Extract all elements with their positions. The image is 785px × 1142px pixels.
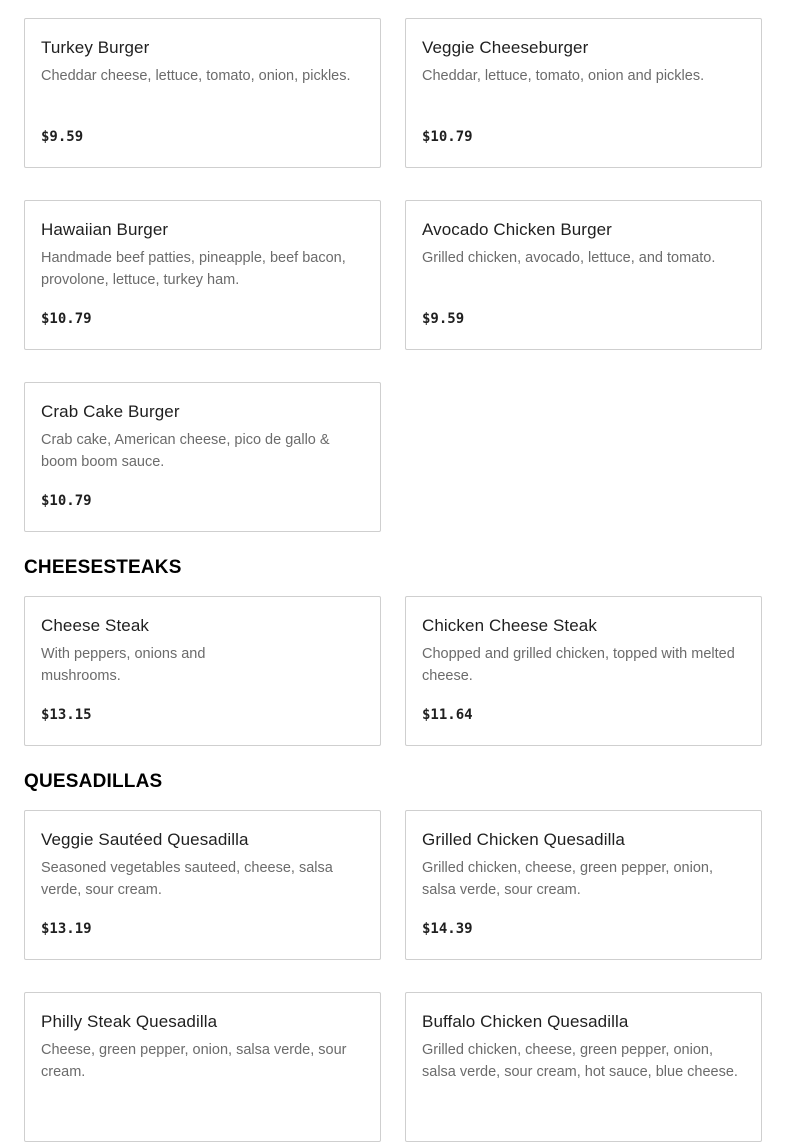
menu-item-card[interactable] bbox=[24, 382, 381, 532]
item-name: Buffalo Chicken Quesadilla bbox=[422, 1012, 629, 1031]
item-description: Cheddar, lettuce, tomato, onion and pickles. bbox=[422, 68, 705, 84]
menu-item-card[interactable] bbox=[24, 992, 381, 1142]
menu-item-card[interactable] bbox=[405, 18, 762, 168]
menu-item-card[interactable] bbox=[24, 200, 381, 350]
item-description: Chopped and grilled chicken, topped with melted cheese. bbox=[422, 646, 735, 684]
item-name: Hawaiian Burger bbox=[41, 220, 169, 239]
item-name: Chicken Cheese Steak bbox=[422, 616, 597, 635]
item-description: Grilled chicken, cheese, green pepper, onion, salsa verde, sour cream. bbox=[422, 860, 713, 898]
item-description: Cheese, green pepper, onion, salsa verde, sour cream. bbox=[41, 1042, 347, 1080]
item-price: $10.79 bbox=[422, 129, 473, 145]
item-price: $9.59 bbox=[41, 129, 84, 145]
menu-item-card[interactable] bbox=[405, 992, 762, 1142]
item-description: With peppers, onions and mushrooms. bbox=[41, 646, 206, 684]
menu-item-card[interactable] bbox=[24, 18, 381, 168]
item-description: Grilled chicken, cheese, green pepper, onion, salsa verde, sour cream, hot sauce, blue cheese. bbox=[422, 1042, 738, 1080]
section-title-quesadillas: QUESADILLAS bbox=[24, 771, 163, 792]
item-description: Crab cake, American cheese, pico de gallo & boom boom sauce. bbox=[41, 432, 330, 470]
menu-item-card[interactable] bbox=[24, 810, 381, 960]
section-title-cheesesteaks: CHEESESTEAKS bbox=[24, 557, 182, 578]
item-name: Grilled Chicken Quesadilla bbox=[422, 830, 625, 849]
item-description: Cheddar cheese, lettuce, tomato, onion, pickles. bbox=[41, 68, 351, 84]
item-name: Cheese Steak bbox=[41, 616, 149, 635]
item-price: $11.64 bbox=[422, 707, 473, 723]
menu-item-card[interactable] bbox=[405, 810, 762, 960]
item-name: Avocado Chicken Burger bbox=[422, 220, 612, 239]
item-description: Grilled chicken, avocado, lettuce, and tomato. bbox=[422, 250, 716, 266]
item-price: $14.39 bbox=[422, 921, 473, 937]
item-name: Turkey Burger bbox=[41, 38, 150, 57]
item-price: $10.79 bbox=[41, 311, 92, 327]
item-price: $9.59 bbox=[422, 311, 465, 327]
item-price: $13.19 bbox=[41, 921, 92, 937]
item-name: Veggie Sautéed Quesadilla bbox=[41, 830, 249, 849]
item-name: Philly Steak Quesadilla bbox=[41, 1012, 218, 1031]
menu-item-card[interactable] bbox=[405, 200, 762, 350]
menu-item-card[interactable] bbox=[405, 596, 762, 746]
item-name: Veggie Cheeseburger bbox=[422, 38, 589, 57]
item-price: $13.15 bbox=[41, 707, 92, 723]
menu-item-card[interactable] bbox=[24, 596, 381, 746]
item-name: Crab Cake Burger bbox=[41, 402, 180, 421]
item-price: $10.79 bbox=[41, 493, 92, 509]
item-description: Seasoned vegetables sauteed, cheese, salsa verde, sour cream. bbox=[41, 860, 333, 898]
item-description: Handmade beef patties, pineapple, beef bacon, provolone, lettuce, turkey ham. bbox=[41, 250, 346, 288]
